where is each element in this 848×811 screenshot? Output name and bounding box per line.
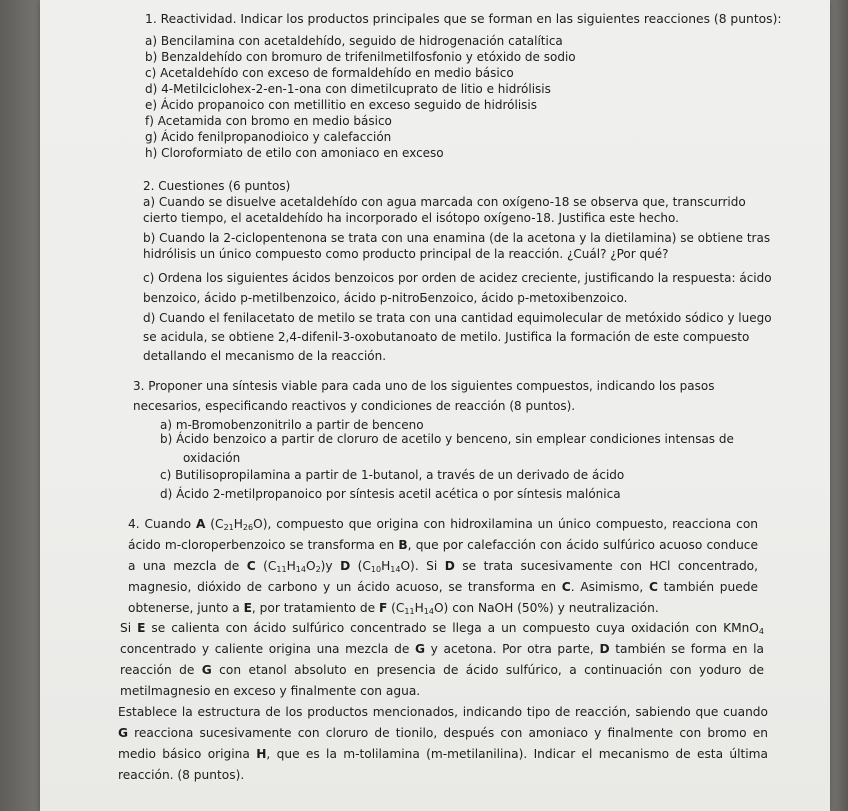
q1-item-h: h) Cloroformiato de etilo con amoniaco en exceso bbox=[145, 146, 444, 160]
q2-a-line1: a) Cuando se disuelve acetaldehído con agua marcada con oxígeno-18 se observa que, transcurrido bbox=[143, 195, 746, 209]
background-right bbox=[830, 0, 848, 811]
q1-item-f: f) Acetamida con bromo en medio básico bbox=[145, 114, 392, 128]
q3-item-b: b) Ácido benzoico a partir de cloruro de acetilo y benceno, sin emplear condiciones intensas de bbox=[160, 432, 734, 446]
q4-paragraph-2: Si E se calienta con ácido sulfúrico concentrado se llega a un compuesto cuya oxidación con KMnO$_4$ concentrado y caliente origina una mezcla de G y acetona. Por otra parte, D también se forma en la reacción de G con etanol absoluto en presencia de ácido sulfúrico, a continuación con yoduro de metilmagnesio en exceso y finalmente con agua. bbox=[120, 621, 764, 698]
q3-item-a: a) m-Bromobenzonitrilo a partir de benceno bbox=[160, 418, 424, 432]
q4-paragraph-3: Establece la estructura de los productos mencionados, indicando tipo de reacción, sabiendo que cuando G reacciona sucesivamente con cloruro de tionilo, después con amoniaco y finalmente con bromo en medio básico origina H, que es la m-tolilamina (m-metilanilina). Indicar el mecanismo de esta última reacción. (8 puntos). bbox=[118, 705, 768, 782]
q2-d-line3: detallando el mecanismo de la reacción. bbox=[143, 349, 387, 363]
q3-title-line2: necesarios, especificando reactivos y condiciones de reacción (8 puntos). bbox=[133, 399, 576, 413]
q3-title-line1: 3. Proponer una síntesis viable para cada uno de los siguientes compuestos, indicando los pasos bbox=[133, 379, 715, 393]
q2-d-line1: d) Cuando el fenilacetato de metilo se trata con una cantidad equimolecular de metóxido sódico y luego bbox=[143, 311, 772, 325]
q1-title: 1. Reactividad. Indicar los productos principales que se forman en las siguientes reacciones (8 puntos): bbox=[145, 12, 782, 26]
q1-item-g: g) Ácido fenilpropanodioico y calefacción bbox=[145, 130, 392, 144]
q3-item-c: c) Butilisopropilamina a partir de 1-butanol, a través de un derivado de ácido bbox=[160, 468, 625, 482]
compound-a-label: A bbox=[195, 517, 206, 531]
q2-b-line1: b) Cuando la 2-ciclopentenona se trata con una enamina (de la acetona y la dietilamina) se obtiene tras bbox=[143, 231, 771, 245]
q3-item-d: d) Ácido 2-metilpropanoico por síntesis acetil acética o por síntesis malónica bbox=[160, 487, 621, 501]
q2-c-line1: c) Ordena los siguientes ácidos benzoicos por orden de acidez creciente, justificando la respuesta: ácido bbox=[143, 271, 772, 285]
q2-b-line2: hidrólisis un único compuesto como producto principal de la reacción. ¿Cuál? ¿Por qué? bbox=[143, 247, 669, 261]
q4-paragraph-1: 4. Cuando A $(C_{21}H_{26}O)$, compuesto que origina con hidroxilamina un único compuesto, reacciona con ácido m-cloroperbenzoico se transforma en B, que por calefacción con ácido sulfúrico acuoso conduce a una mezcla de C $(C_{11}H_{14}O_2)y$ D $(C_{10}H_{14}O)$. Si D se trata sucesivamente con HCl concentrado, magnesio, dióxido de carbono y un ácido acuoso, se transforma en C. Asimismo, C también puede obtenerse, junto a E, por tratamiento de F $(C_{11}H_{14}O)$ con NaOH (50%) y neutralización. bbox=[128, 517, 759, 616]
q2-title: 2. Cuestiones (6 puntos) bbox=[143, 179, 291, 193]
background-left bbox=[0, 0, 40, 811]
q1-item-c: c) Acetaldehído con exceso de formaldehído en medio básico bbox=[145, 66, 514, 80]
q2-c-line2: benzoico, ácido p-metilbenzoico, ácido p-nitroБenzoico, ácido p-metoxibenzoico. bbox=[143, 291, 628, 305]
q1-item-a: a) Bencilamina con acetaldehído, seguido de hidrogenación catalítica bbox=[145, 34, 563, 48]
q2-d-line2: se acidula, se obtiene 2,4-difenil-3-oxobutanoato de metilo. Justifica la formación de este compuesto bbox=[143, 330, 750, 344]
exam-sheet bbox=[40, 0, 830, 811]
q2-a-line2: cierto tiempo, el acetaldehído ha incorporado el isótopo oxígeno-18. Justifica este hecho. bbox=[143, 211, 679, 225]
q1-item-e: e) Ácido propanoico con metillitio en exceso seguido de hidrólisis bbox=[145, 98, 537, 112]
q1-item-d: d) 4-Metilciclohex-2-en-1-ona con dimetilcuprato de litio e hidrólisis bbox=[145, 82, 551, 96]
q1-item-b: b) Benzaldehído con bromuro de trifenilmetilfosfonio y etóxido de sodio bbox=[145, 50, 576, 64]
q3-item-b-cont: oxidación bbox=[183, 451, 241, 465]
